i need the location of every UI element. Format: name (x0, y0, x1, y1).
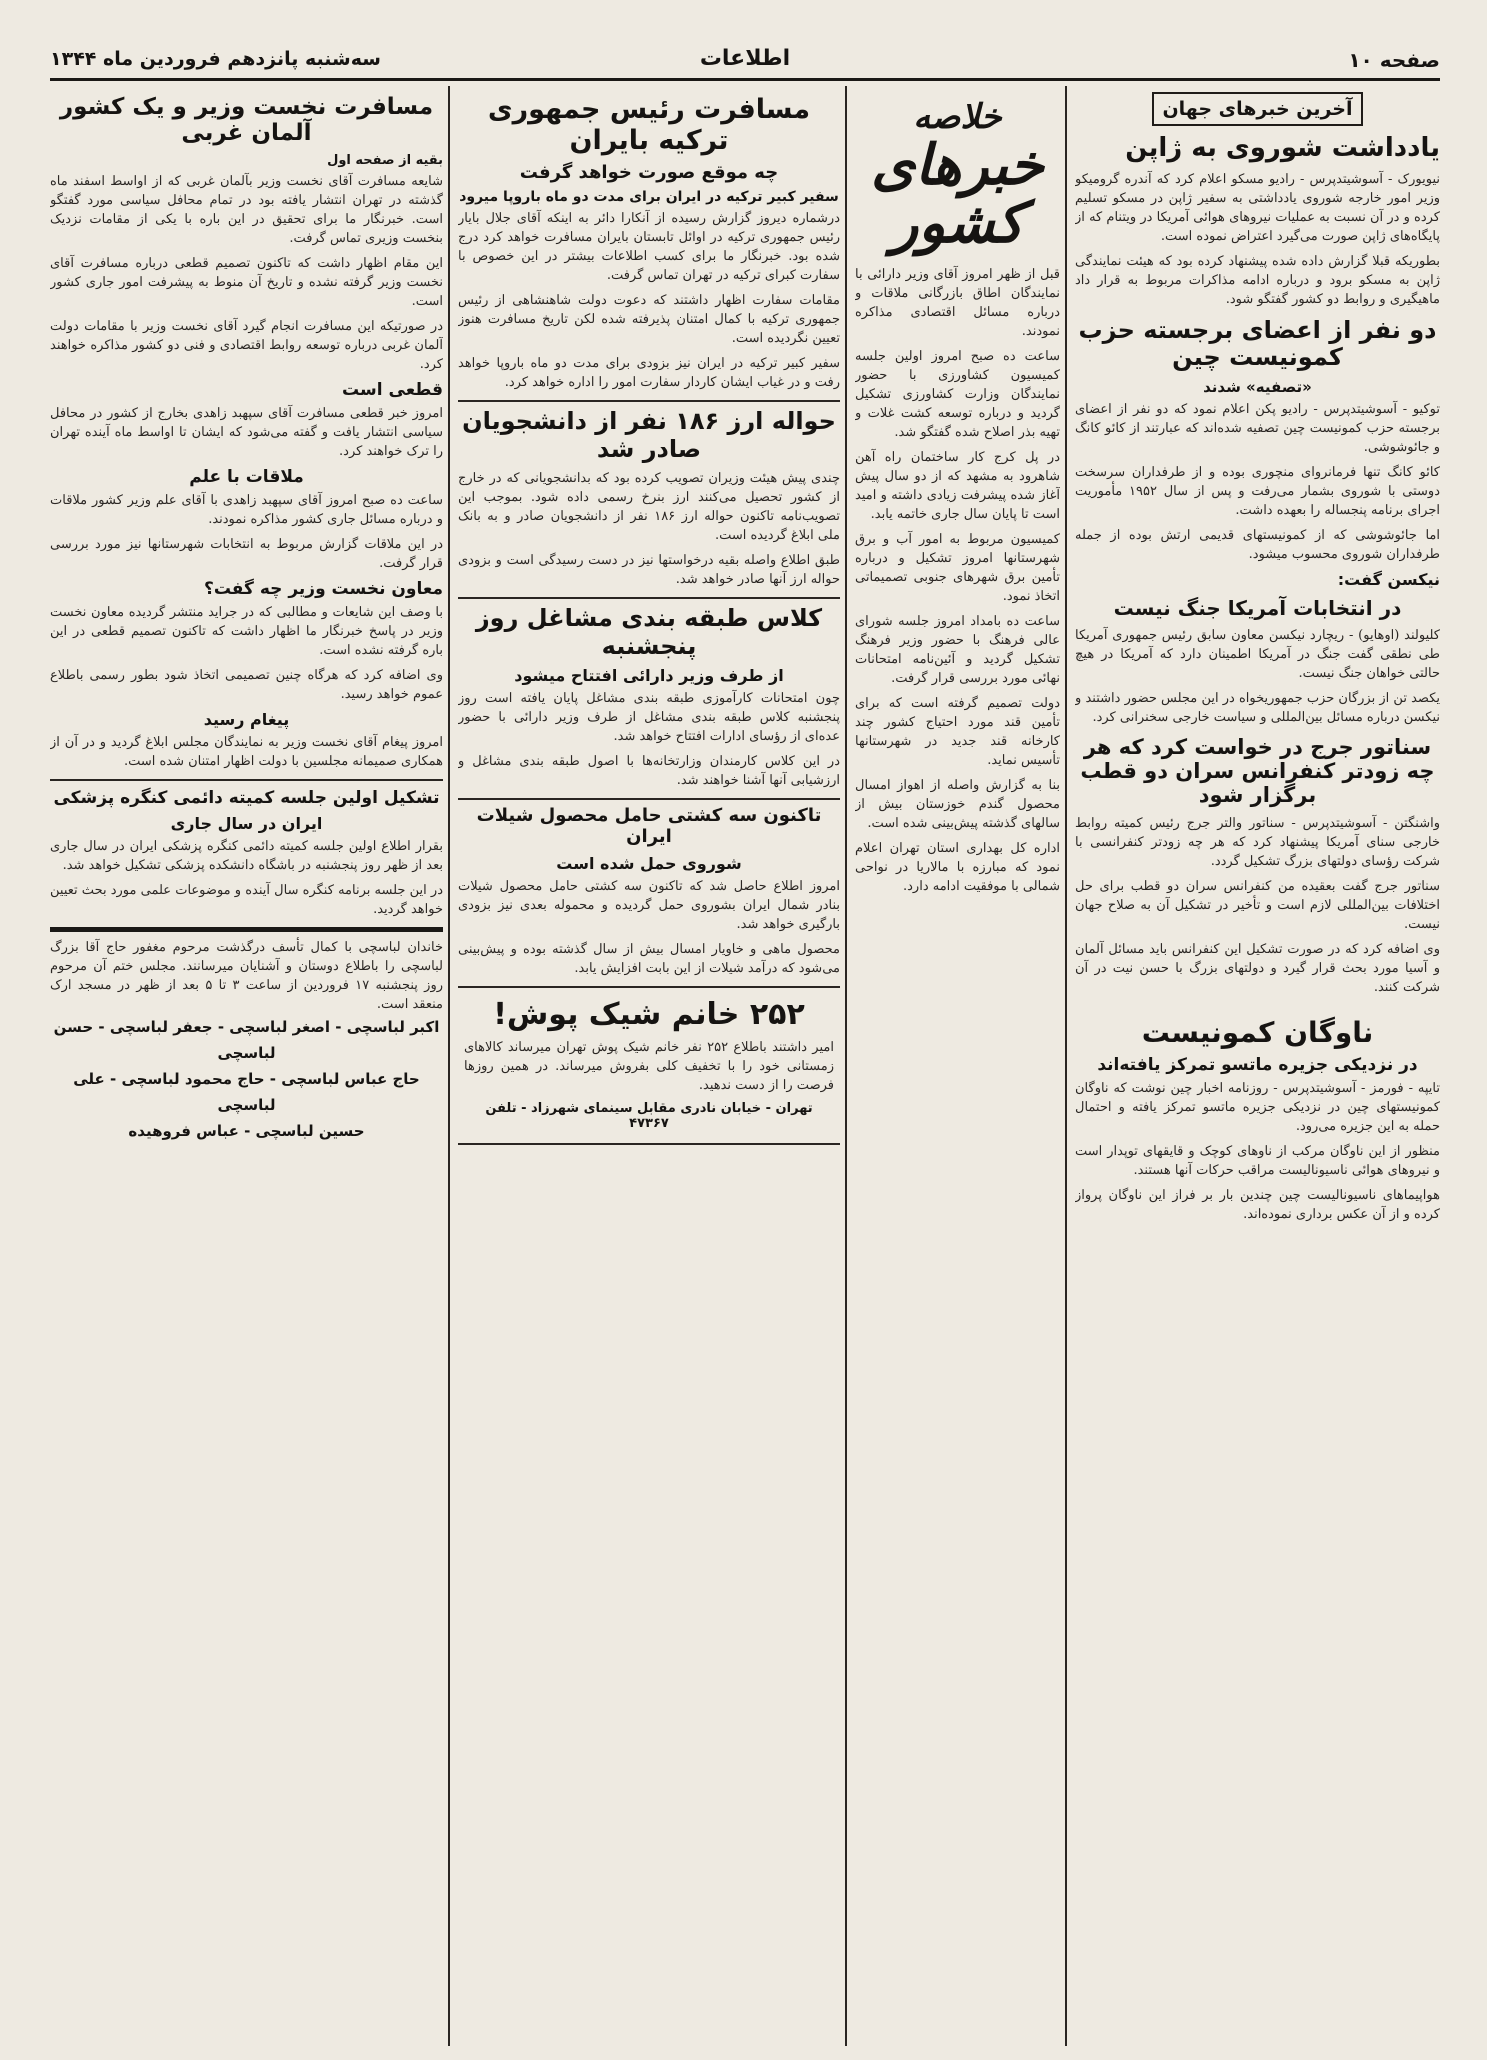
article-pm-germany (50, 172, 443, 374)
headline-nixon: نیکسن گفت: (1337, 570, 1440, 590)
article-job-classification (458, 689, 840, 790)
paragraph: در این کلاس کارمندان وزارتخانه‌ها با اصول طبقه بندی مشاغل و ارزشیابی آنها آشنا خواهند شد. (458, 754, 840, 789)
stamp-summary: خلاصه (913, 97, 1002, 137)
article-china-purge (1075, 400, 1440, 564)
paragraph: بطوریکه قبلا گزارش داده شده پیشنهاد کرده بود که هیئت نمایندگی ژاپن به مسکو برود و درباره ادامه مذاکرات مربوط به قرار داد ماهیگیری و روابط دو کشور گفتگو شود. (1075, 253, 1440, 307)
subhead-fisheries: شوروی حمل شده است (556, 853, 742, 873)
article-nixon (1075, 626, 1440, 727)
headline-fisheries: تاکنون سه کشتی حامل محصول شیلات ایران (458, 798, 840, 847)
paragraph: کلیولند (اوهایو) - ریچارد نیکسن معاون سابق رئیس جمهوری آمریکا طی نطقی گفت جنگ در آمریکا اطمینان دارد که آمریکا در هیچ حالتی خواهان جنگ نیست. (1075, 628, 1440, 682)
column-center (458, 86, 840, 2046)
subhead-china-purge: «تصفیه» شدند (1203, 378, 1312, 397)
news-brief: ساعت ده بامداد امروز جلسه شورای عالی فرهنگ با حضور وزیر فرهنگ تشکیل گردید و آئین‌نامه امتحانات نهائی مورد بررسی قرار گرفت. (855, 614, 1060, 687)
paragraph: امروز پیغام آقای نخست وزیر به نمایندگان مجلس ابلاغ گردید و در آن از همکاری صمیمانه مجلسین با دولت اظهار امتنان شده است. (50, 734, 443, 769)
subhead-turkey-president: چه موقع صورت خواهد گرفت (519, 162, 779, 184)
headline-message: پیغام رسید (203, 709, 290, 729)
paragraph: کائو کانگ تنها فرمانروای منچوری بوده و از طرفداران سرسخت دوستی با شوروی بشمار می‌رفت و پس از سال ۱۹۵۲ مأموریت اجرای برنامه پنجساله را بعهده داشت. (1075, 465, 1440, 519)
obituary-signatories (50, 1014, 443, 1144)
paragraph: در صورتیکه این مسافرت انجام گیرد آقای نخست وزیر با مقامات دولت آلمان غربی درباره توسعه روابط اقتصادی و فنی دو کشور مذاکره خواهند کرد. (50, 318, 443, 372)
paragraph: محصول ماهی و خاویار امسال بیش از سال گذشته بوده و پیش‌بینی می‌شود که درآمد شیلات از این بابت افزایش یابد. (458, 941, 840, 976)
ad-address: تهران - خیابان نادری مقابل سینمای شهرزاد - تلفن ۴۷۳۶۷ (485, 1101, 813, 1132)
paragraph: امروز اطلاع حاصل شد که تاکنون سه کشتی حامل محصول شیلات بنادر شمال ایران بشوروی حمل گردیده و محموله بعدی نیز بزودی بارگیری خواهد شد. (458, 878, 840, 932)
headline-meeting-alam: ملاقات با علم (189, 466, 304, 487)
paragraph: وی اضافه کرد که هرگاه چنین تصمیمی اتخاذ شود بطور رسمی باطلاع عموم خواهد رسید. (50, 667, 443, 702)
paragraph: وی اضافه کرد که در صورت تشکیل این کنفرانس باید مسائل آلمان و آسیا مورد بحث قرار گیرد و دولتهای بزرگ با حسن نیت در آن شرکت کنند. (1075, 941, 1440, 995)
column-left (50, 86, 443, 2046)
paragraph: یکصد تن از بزرگان حزب جمهوریخواه در این مجلس حضور داشتند و نیکسن درباره مسائل بین‌المللی و سیاست خارجی سخنرانی کرد. (1075, 691, 1440, 726)
column-rule (448, 86, 450, 2046)
paragraph: چندی پیش هیئت وزیران تصویب کرده بود که بدانشجویانی که در خارج از کشور تحصیل می‌کنند ارز بنرخ رسمی داده شود. بموجب این تصویب‌نامه تاکنون حواله ارز ۱۸۶ نفر از دانشجویان صادر و به بانک ملی ابلاغ گردیده است. (458, 471, 840, 544)
subhead-nixon: در انتخابات آمریکا جنگ نیست (1113, 596, 1402, 621)
article-summit (1075, 814, 1440, 997)
article-fisheries (458, 877, 840, 978)
article-definite (50, 404, 443, 461)
paragraph: نیویورک - آسوشیتدپرس - رادیو مسکو اعلام کرد که آندره گرومیکو وزیر امور خارجه شوروی یادداشتی به سفیر ژاپن در مسکو تسلیم کرده و در آن نسبت به عملیات نیروهای هوائی آمریکا در ویتنام که از پایگاه‌های ژاپن صورت می‌گیرد اعتراض نموده است. (1075, 171, 1440, 244)
ad-headline: ۲۵۲ خانم شیک پوش! (493, 996, 805, 1032)
page-number: صفحه ۱۰ (1348, 48, 1440, 72)
news-brief: ساعت ده صبح امروز اولین جلسه کمیسیون کشاورزی با حضور نمایندگان وزارت کشاورزی تشکیل گردید و درباره توسعه کشت غلات و تهیه بذر اصلاح شده گفتگو شد. (855, 349, 1060, 441)
article-student-currency (458, 469, 840, 589)
headline-pm-germany: مسافرت نخست وزیر و یک کشور آلمان غربی (59, 94, 434, 147)
ad-text: امیر داشتند باطلاع ۲۵۲ نفر خانم شیک پوش تهران میرساند کالاهای زمستانی خود را با تخفیف کلی بفروش میرساند. در همین روزها فرصت را از دست ندهید. (464, 1040, 834, 1094)
article-deputy-pm (50, 603, 443, 704)
deck-turkey-ambassador: سفیر کبیر ترکیه در ایران برای مدت دو ماه باروپا میرود (459, 189, 839, 206)
paragraph: سناتور جرج گفت بعقیده من کنفرانس سران دو قطب برای حل اختلافات بین‌المللی لازم است و تأخیر در تشکیل آن به صلاح جهان نیست. (1075, 878, 1440, 932)
signatory-line: حاج عباس لباسچی - حاج محمود لباسچی - علی لباسچی (73, 1070, 420, 1115)
paragraph: در این ملاقات گزارش مربوط به انتخابات شهرستانها نیز مورد بررسی قرار گرفت. (50, 536, 443, 571)
subhead-medical-congress: ایران در سال جاری (170, 814, 323, 834)
domestic-news-stamp (855, 97, 1060, 257)
paragraph: ساعت ده صبح امروز آقای سپهبد زاهدی با آقای علم وزیر کشور ملاقات و درباره مسائل جاری کشور مذاکره نمودند. (50, 492, 443, 527)
headline-job-classification: کلاس طبقه بندی مشاغل روز پنجشنبه (458, 597, 840, 660)
paragraph: طبق اطلاع واصله بقیه درخواستها نیز در دست رسیدگی است و بزودی حواله ارز آنها صادر خواهد شد. (458, 553, 840, 588)
newspaper-name: اطلاعات (699, 46, 791, 71)
subhead-job-classification: از طرف وزیر دارائی افتتاح میشود (514, 666, 784, 686)
paragraph: منظور از این ناوگان مرکب از ناوهای کوچک و قایقهای توپدار است و نیروهای هوائی ناسیونالیست مراقب حرکات آنها هستند. (1075, 1143, 1440, 1178)
paragraph: امروز خبر قطعی مسافرت آقای سپهبد زاهدی بخارج از کشور در محافل سیاسی انتشار یافت و گفته می‌شود که ایشان تا اواسط ماه آینده تهران را ترک خواهند کرد. (50, 405, 443, 459)
headline-china-purge: دو نفر از اعضای برجسته حزب کمونیست چین (1078, 315, 1437, 372)
paragraph: درشماره دیروز گزارش رسیده از آنکارا دائر به اینکه آقای جلال بایار رئیس جمهوری ترکیه در اوائل تابستان بایران مسافرت خواهد کرد درج شده بود. خبرنگار ما برای کسب اطلاعات بیشتر در این خصوص با سفارت کبرای ترکیه در تهران تماس گرفت. (458, 211, 840, 284)
headline-definite: قطعی است (342, 379, 443, 400)
column-rule (845, 86, 847, 2046)
column-rule (1065, 86, 1067, 2046)
stamp-title: خبرهای کشور (871, 131, 1044, 257)
issue-date: سه‌شنبه پانزدهم فروردین ماه ۱۳۴۴ (50, 48, 381, 70)
masthead (50, 38, 1440, 81)
paragraph: اما جائوشوشی که از کمونیستهای قدیمی ارتش بوده از جمله طرفداران شوروی محسوب میشود. (1075, 528, 1440, 563)
paragraph: بقرار اطلاع اولین جلسه کمیته دائمی کنگره پزشکی ایران در سال جاری بعد از ظهر روز پنجشنبه در باشگاه دانشکده پزشکی تشکیل خواهد شد. (50, 839, 443, 874)
article-soviet-note (1075, 170, 1440, 309)
headline-summit: سناتور جرج در خواست کرد که هر چه زودتر کنفرانس سران دو قطب برگزار شود (1080, 735, 1435, 808)
news-brief: اداره کل بهداری استان تهران اعلام نمود که مبارزه با مالاریا در نواحی شمالی با موفقیت ادامه دارد. (855, 841, 1060, 895)
obituary-divider (50, 927, 443, 932)
signatory-line: حسین لباسچی - عباس فروهیده (128, 1122, 365, 1141)
domestic-news-body (855, 265, 1060, 896)
article-meeting-alam (50, 491, 443, 573)
paragraph: چون امتحانات کارآموزی طبقه بندی مشاغل پایان یافته است روز پنجشنبه کلاس طبقه بندی مشاغل از طرف وزیر دارائی با حضور عده‌ای از رؤسای ادارات افتتاح خواهد شد. (458, 691, 840, 745)
paragraph: تایپه - فورمز - آسوشیتدپرس - روزنامه اخبار چین نوشت که ناوگان کمونیستهای چین در نزدیکی جزیره ماتسو تمرکز یافته و احتمال حمله به این جزیره می‌رود. (1075, 1080, 1440, 1134)
subhead-communist-fleet: در نزدیکی جزیره ماتسو تمرکز یافته‌اند (1097, 1054, 1418, 1075)
news-brief: کمیسیون مربوط به امور آب و برق شهرستانها امروز تشکیل و درباره تأمین برق شهرهای جنوبی تصمیماتی اتخاذ نمود. (855, 532, 1060, 605)
headline-turkey-president: مسافرت رئیس جمهوری ترکیه بایران (487, 94, 811, 157)
news-brief: بنا به گزارش واصله از اهواز امسال محصول گندم خوزستان بیش از سالهای گذشته پیش‌بینی شده است. (855, 778, 1060, 832)
paragraph: واشنگتن - آسوشیتدپرس - سناتور والتر جرج رئیس کمیته روابط خارجی سنای آمریکا پیشنهاد کرد که هر چه زودتر کنفرانسی با شرکت رؤسای دولتهای بزرگ تشکیل گردد. (1075, 815, 1440, 869)
section-divider (50, 779, 443, 781)
article-turkey-president (458, 209, 840, 392)
news-brief: قبل از ظهر امروز آقای وزیر دارائی با نمایندگان اطاق بازرگانی ملاقات و درباره مسائل اقتصادی مذاکره نمودند. (855, 267, 1060, 340)
column-world-news (1075, 86, 1440, 2046)
deck-continued: بقیه از صفحه اول (327, 152, 443, 168)
world-news-box: آخرین خبرهای جهان (1152, 92, 1362, 126)
paragraph: با وصف این شایعات و مطالبی که در جراید منتشر گردیده معاون نخست وزیر در پاسخ خبرنگار ما اظهار داشت که تاکنون تصمیم قطعی در این باره گرفته نشده است. (50, 604, 443, 658)
headline-soviet-note: یادداشت شوروی به ژاپن (1125, 133, 1440, 163)
advertisement-clothing (458, 986, 840, 1146)
article-communist-fleet (1075, 1079, 1440, 1224)
headline-deputy-pm: معاون نخست وزیر چه گفت؟ (203, 578, 443, 599)
paragraph: هواپیماهای ناسیونالیست چین چندین بار بر فراز این ناوگان پرواز کرده و از آن عکس برداری نموده‌اند. (1075, 1187, 1440, 1222)
paragraph: مقامات سفارت اظهار داشتند که دعوت دولت شاهنشاهی از رئیس جمهوری ترکیه با کمال امتنان پذیرفته شده لکن تاریخ مسافرت هنوز تعیین نگردیده است. (458, 293, 840, 347)
paragraph: این مقام اظهار داشت که تاکنون تصمیم قطعی درباره مسافرت آقای نخست وزیر گرفته نشده و تاریخ آن منوط به پیشرفت امور جاری کشور است. (50, 255, 443, 309)
paragraph: در این جلسه برنامه کنگره سال آینده و موضوعات علمی مورد بحث تعیین خواهد گردید. (50, 883, 443, 918)
news-brief: دولت تصمیم گرفته است که برای تأمین قند مورد احتیاج کشور چند کارخانه قند جدید در شهرستانها تأسیس نماید. (855, 696, 1060, 769)
article-message (50, 733, 443, 771)
headline-communist-fleet: ناوگان کمونیست (1141, 1015, 1374, 1049)
headline-medical-congress: تشکیل اولین جلسه کمیته دائمی کنگره پزشکی (53, 787, 440, 808)
signatory-line: اکبر لباسچی - اصغر لباسچی - جعفر لباسچی - حسن لباسچی (53, 1018, 440, 1063)
paragraph: شایعه مسافرت آقای نخست وزیر بآلمان غربی که از اواسط اسفند ماه گذشته در تهران انتشار یافته بود در تمام محافل سیاسی مورد گفتگو است. خبرنگار ما برای تحقیق در این باره با یکی از مقامات نزدیک بنخست وزیری تماس گرفت. (50, 173, 443, 246)
article-medical-congress (50, 837, 443, 919)
paragraph: توکیو - آسوشیتدپرس - رادیو پکن اعلام نمود که دو نفر از اعضای برجسته حزب کمونیست چین تصفیه شده‌اند که عبارتند از کائو کانگ و جائوشوشی. (1075, 402, 1440, 456)
news-brief: در پل کرج کار ساختمان راه آهن شاهرود به مشهد که از دو سال پیش آغاز شده پیشرفت زیادی داشته و امید است تا پایان سال جاری خاتمه یابد. (855, 450, 1060, 523)
paragraph: سفیر کبیر ترکیه در ایران نیز بزودی برای مدت دو ماه باروپا خواهد رفت و در غیاب ایشان کاردار سفارت امور را اداره خواهد کرد. (458, 356, 840, 391)
headline-student-currency: حواله ارز ۱۸۶ نفر از دانشجویان صادر شد (458, 400, 840, 463)
column-domestic-news (855, 86, 1060, 2046)
obituary-text: خاندان لباسچی با کمال تأسف درگذشت مرحوم مغفور حاج آقا بزرگ لباسچی را باطلاع دوستان و آشنایان میرسانند. مجلس ختم آن مرحوم روز پنجشنبه ۱۷ فروردین از ساعت ۳ تا ۵ بعد از ظهر در مسجد ارک منعقد است. (50, 940, 443, 1013)
